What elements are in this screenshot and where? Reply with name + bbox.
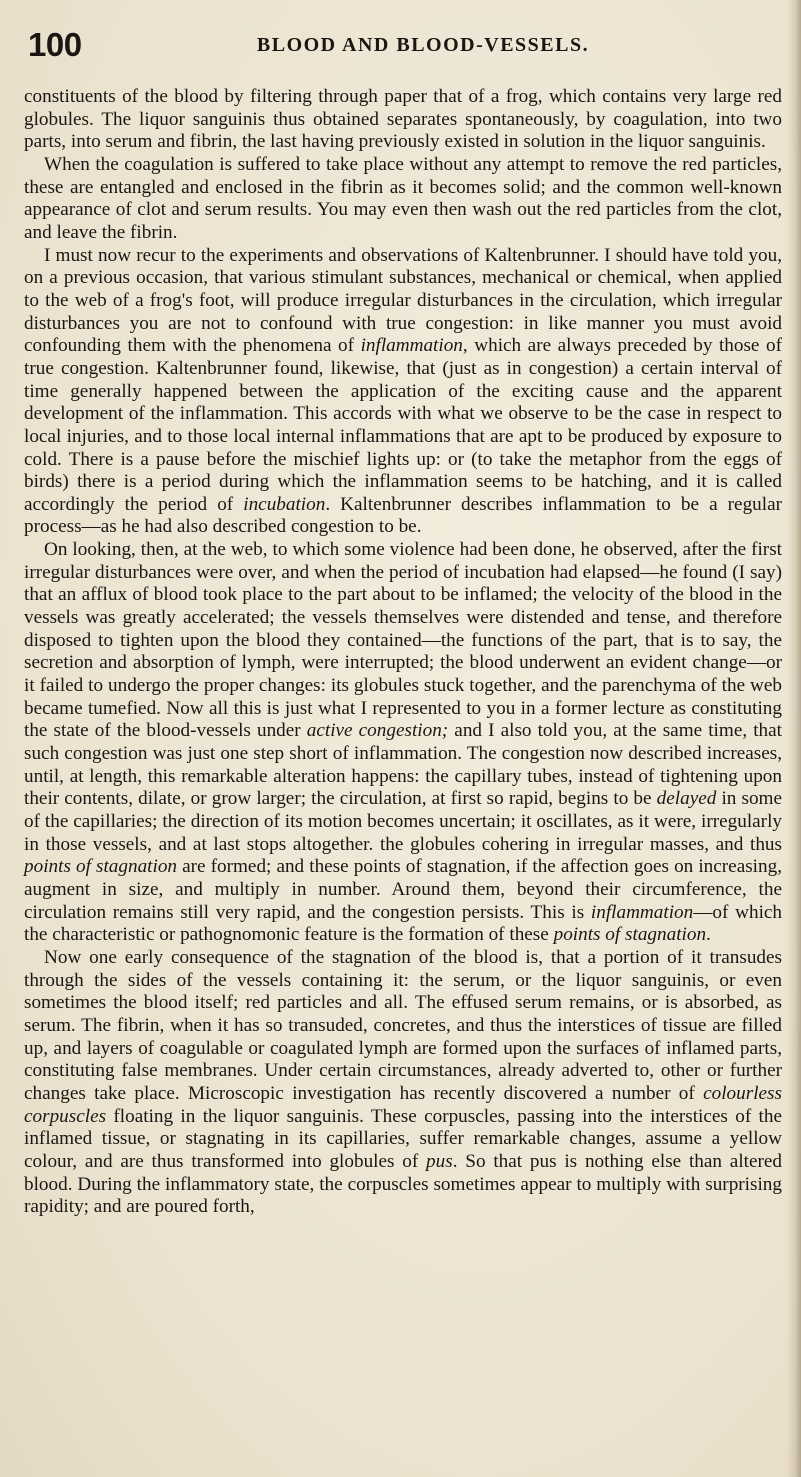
text-run: —of which the characteristic or pathognomonic feature is the formation of these xyxy=(24,901,783,946)
text-run: constituents of the blood by filtering through paper that of a frog, which contains very large red globules. The liquor sanguinis thus obtained separates spontaneously, by coagulation, into two parts, into serum and fibrin, the last having previously existed in solution in the liquor sanguinis. xyxy=(24,86,782,153)
text-run: and I also told you, at the same time, that such congestion was just one step short of inflammation. The congestion now described increases, until, at length, this remarkable alteration happens: the capillary tubes, instead of tightening upon their contents, dilate, or grow larger; the circulation, at first so rapid, begins to be xyxy=(24,720,782,810)
italic-term: colourless corpuscles xyxy=(24,1082,782,1127)
text-run: Now one early consequence of the stagnation of the blood is, that a portion of it transudes through the sides of the vessels containing it: the serum, or the liquor sanguinis, or even sometimes the blood itself; red particles and all. The effused serum remains, or is absorbed, as serum. The fibrin, when it has so transuded, concretes, and thus the interstices of tissue are filled up, and layers of coagulable or coagulated lymph are formed upon the surfaces of inflamed parts, constituting false membranes. Under certain circumstances, already adverted to, other or further changes take place. Microscopic investigation has recently discovered a number of xyxy=(24,946,782,1104)
text-run: On looking, then, at the web, to which some violence had been done, he observed, after the first irregular disturbances were over, and when the period of incubation had elapsed—he found (I say) that an afflux of blood took place to the part about to be inflamed; the velocity of the blood in the vessels was greatly accelerated; the vessels themselves were distended and tense, and therefore disposed to tighten upon the blood they contained—the functions of the part, that is to say, the secretion and absorption of lymph, were interrupted; the blood underwent an evident change—or it failed to undergo the proper changes: its globules stuck together, and the parenchyma of the web became tumefied. Now all this is just what I represented to you in a former lecture as constituting the state of the blood-vessels under xyxy=(24,539,782,742)
paragraph-p5 xyxy=(24,947,782,1219)
paragraph-p4 xyxy=(24,539,782,947)
text-run: When the coagulation is suffered to take place without any attempt to remove the red particles, these are entangled and enclosed in the fibrin as it becomes solid; and the common well-known appearance of clot and serum results. You may even then wash out the red particles from the clot, and leave the fibrin. xyxy=(24,153,782,243)
page-number: 100 xyxy=(28,26,82,63)
text-run: floating in the liquor sanguinis. These corpuscles, passing into the interstices of the inflamed tissue, or stagnating in its capillaries, suffer remarkable changes, assume a yellow colour, and are thus transformed into globules of xyxy=(24,1105,782,1172)
text-run: , which are always preceded by those of true congestion. Kaltenbrunner found, likewise, that (just as in congestion) a certain interval of time generally happened between the application of the exciting cause and the apparent development of the inflammation. This accords with what we observe to be the case in respect to local injuries, and to those local internal inflammations that are apt to be produced by exposure to cold. There is a pause before the mischief lights up: or (to take the metaphor from the eggs of birds) there is a period during which the inflammation seems to be hatching, and it is called accordingly the period of xyxy=(24,335,782,515)
paragraph-p1 xyxy=(24,86,782,154)
italic-term: delayed xyxy=(656,788,717,810)
paragraph-p2 xyxy=(24,154,782,245)
text-run: . So that pus is nothing else than altered blood. During the inflammatory state, the corpuscles sometimes appear to multiply with surprising rapidity; and are poured forth, xyxy=(24,1150,782,1218)
italic-term: active congestion; xyxy=(306,720,449,742)
italic-term: incubation xyxy=(243,493,326,515)
book-page xyxy=(24,0,782,1477)
italic-term: pus xyxy=(426,1150,453,1172)
paragraph-p3 xyxy=(24,245,782,540)
italic-term: inflammation xyxy=(360,335,463,357)
page-edge-shadow xyxy=(787,0,801,1477)
text-run: in some of the capillaries; the direction of its motion becomes uncertain; it oscillates, as it were, irregularly in those vessels, and at last stops altogether. the globules cohering in irregular masses, and thus xyxy=(24,788,782,855)
text-run: . xyxy=(706,924,711,946)
italic-term: inflammation xyxy=(590,901,694,923)
italic-term: points of stagnation xyxy=(24,856,178,878)
italic-term: points of stagnation xyxy=(553,924,707,946)
running-title: BLOOD AND BLOOD-VESSELS. xyxy=(256,34,590,56)
text-run: . Kaltenbrunner describes inflammation to be a regular process—as he had also described congestion to be. xyxy=(24,493,782,538)
body-text xyxy=(24,86,782,1219)
text-run: are formed; and these points of stagnation, if the affection goes on increasing, augment in size, and multiply in number. Around them, beyond their circumference, the circulation remains still very rapid, and the congestion persists. This is xyxy=(24,856,782,923)
text-run: I must now recur to the experiments and observations of Kaltenbrunner. I should have told you, on a previous occasion, that various stimulant substances, mechanical or chemical, when applied to the web of a frog's foot, will produce irregular disturbances in the circulation, which irregular disturbances you are not to confound with true congestion: in like manner you must avoid confounding them with the phenomena of xyxy=(24,244,782,357)
page-header xyxy=(24,24,782,64)
